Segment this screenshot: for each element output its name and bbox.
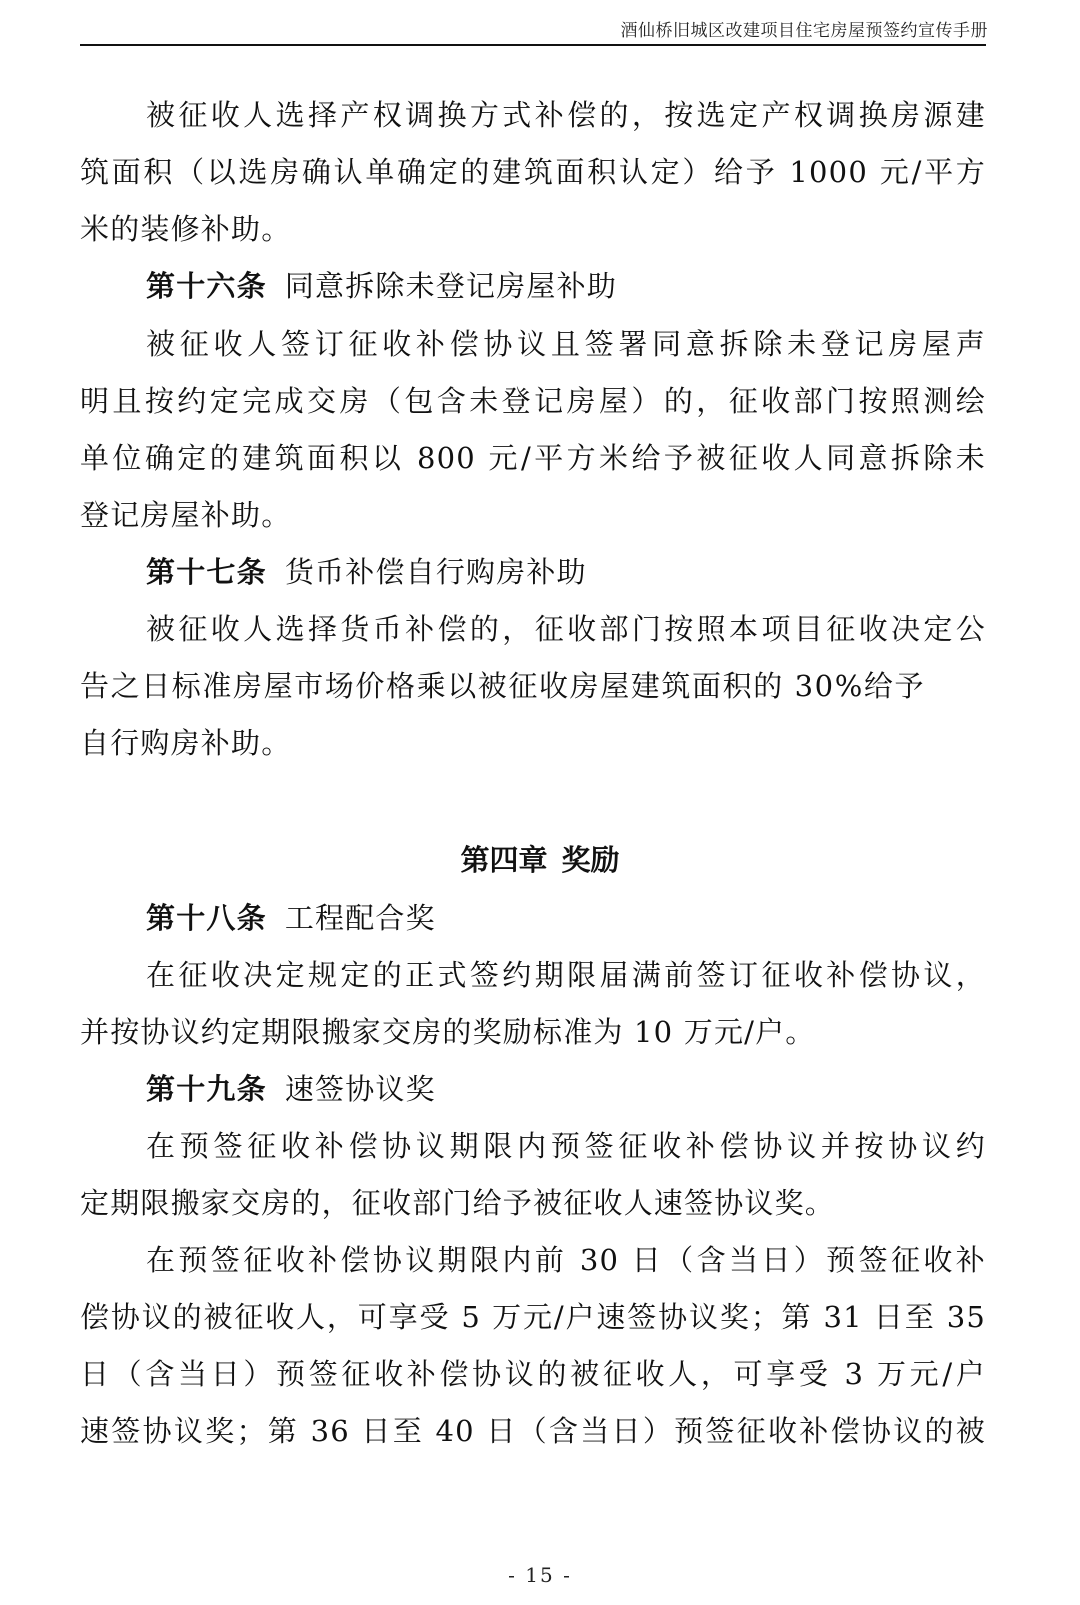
article-title: 同意拆除未登记房屋补助 <box>284 269 618 303</box>
chapter-title: 奖励 <box>561 843 620 877</box>
paragraph-line: 定期限搬家交房的，征收部门给予被征收人速签协议奖。 <box>80 1186 836 1220</box>
article-heading-19 <box>146 1069 986 1109</box>
article-number: 第十六条 <box>146 269 267 303</box>
paragraph-line: 速签协议奖；第 36 日至 40 日（含当日）预签征收补偿协议的被 <box>80 1414 986 1448</box>
paragraph-line: 并按协议约定期限搬家交房的奖励标准为 10 万元/户。 <box>80 1015 816 1049</box>
paragraph-line: 自行购房补助。 <box>80 726 292 760</box>
paragraph-line: 米的装修补助。 <box>80 212 292 246</box>
paragraph-line: 被征收人签订征收补偿协议且签署同意拆除未登记房屋声 <box>146 327 986 361</box>
paragraph-line: 在征收决定规定的正式签约期限届满前签订征收补偿协议， <box>146 958 986 992</box>
paragraph-line: 登记房屋补助。 <box>80 498 292 532</box>
article-title: 货币补偿自行购房补助 <box>284 555 587 589</box>
paragraph-line: 在预签征收补偿协议期限内预签征收补偿协议并按协议约 <box>146 1129 986 1163</box>
chapter-number: 第四章 <box>460 843 548 877</box>
paragraph-line: 被征收人选择货币补偿的，征收部门按照本项目征收决定公 <box>146 612 986 646</box>
article-number: 第十七条 <box>146 555 267 589</box>
paragraph-line: 在预签征收补偿协议期限内前 30 日（含当日）预签征收补 <box>146 1243 986 1277</box>
paragraph-line: 单位确定的建筑面积以 800 元/平方米给予被征收人同意拆除未 <box>80 441 986 475</box>
paragraph-line: 日（含当日）预签征收补偿协议的被征收人，可享受 3 万元/户 <box>80 1357 986 1391</box>
article-heading-18 <box>146 898 986 938</box>
article-number: 第十九条 <box>146 1072 267 1106</box>
article-heading-16 <box>146 266 986 306</box>
paragraph-line: 告之日标准房屋市场价格乘以被征收房屋建筑面积的 30%给予 <box>80 669 926 703</box>
paragraph-line: 筑面积（以选房确认单确定的建筑面积认定）给予 1000 元/平方 <box>80 155 986 189</box>
paragraph-line: 明且按约定完成交房（包含未登记房屋）的，征收部门按照测绘 <box>80 384 986 418</box>
page-number: - 15 - <box>508 1563 572 1587</box>
paragraph-line: 偿协议的被征收人，可享受 5 万元/户速签协议奖；第 31 日至 35 <box>80 1300 986 1334</box>
article-number: 第十八条 <box>146 901 267 935</box>
paragraph-line: 被征收人选择产权调换方式补偿的，按选定产权调换房源建 <box>146 98 986 132</box>
article-title: 工程配合奖 <box>284 901 436 935</box>
header-divider <box>80 44 986 46</box>
chapter-heading <box>0 840 1080 880</box>
running-header-title: 酒仙桥旧城区改建项目住宅房屋预签约宣传手册 <box>620 21 988 41</box>
article-heading-17 <box>146 552 986 592</box>
article-title: 速签协议奖 <box>284 1072 436 1106</box>
